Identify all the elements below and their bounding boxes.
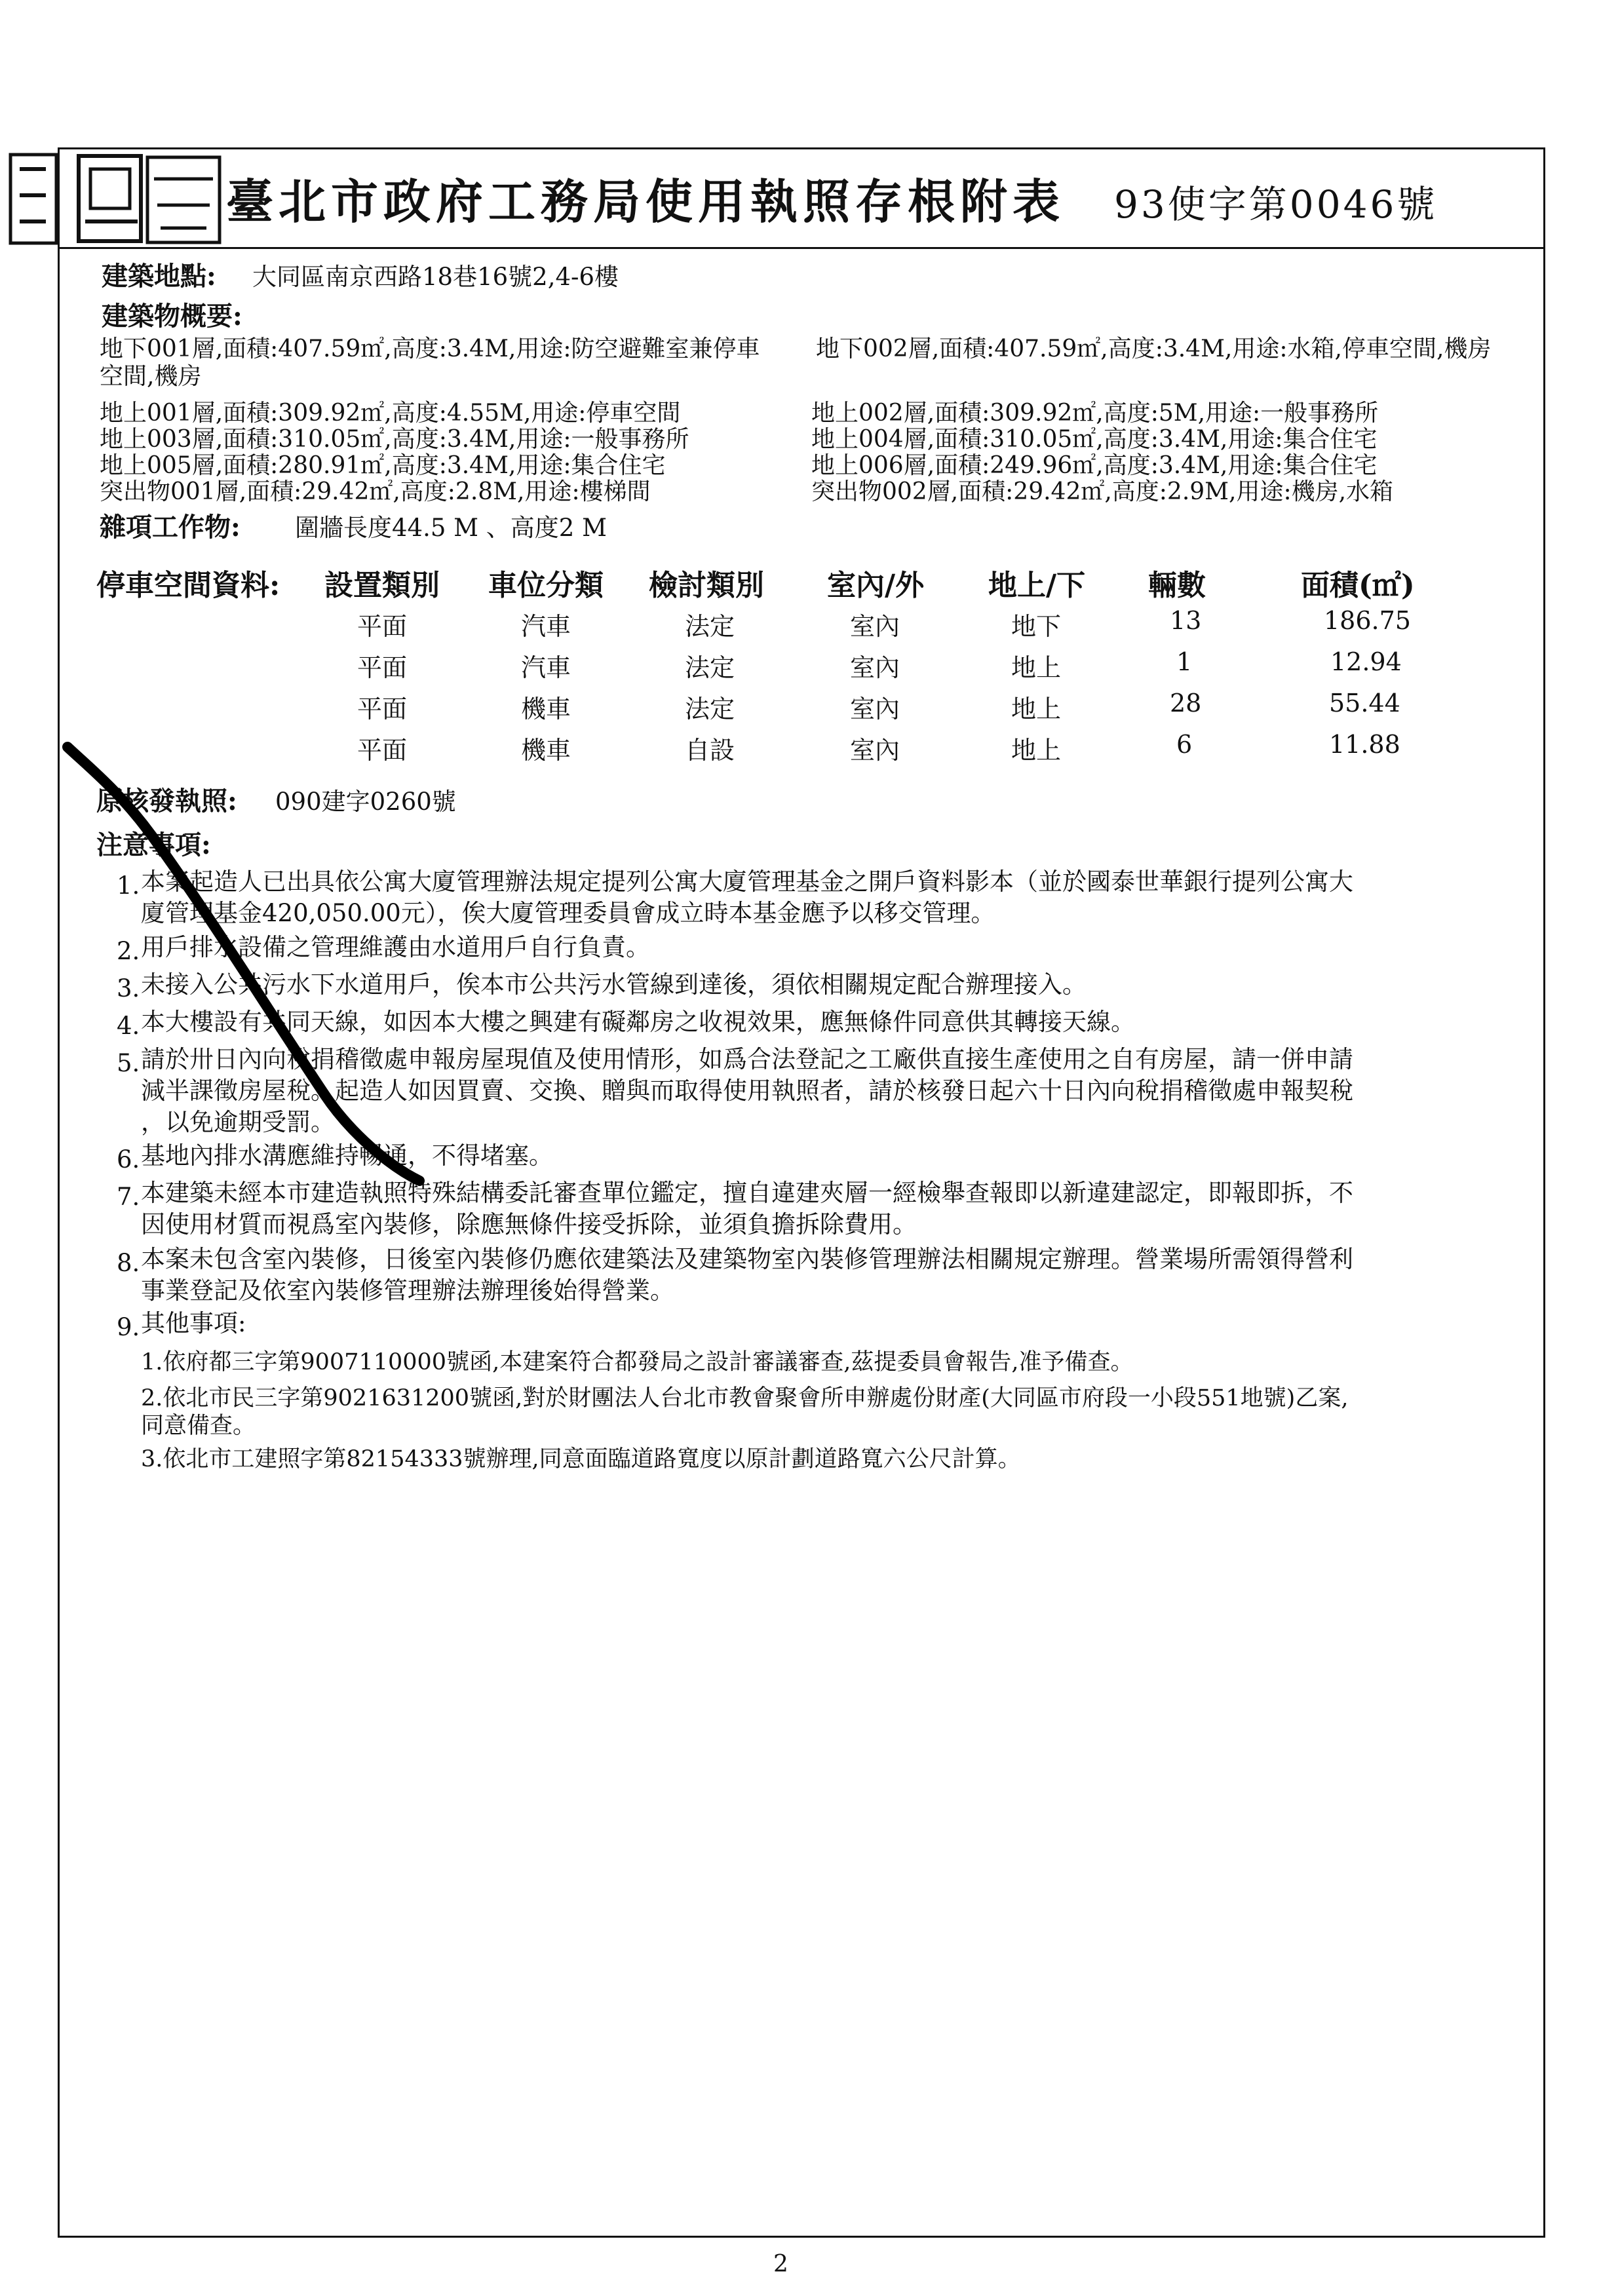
- page-title: 臺北市政府工務局使用執照存根附表: [226, 174, 1066, 229]
- parking-cell: 28: [1170, 689, 1202, 718]
- note-line: ，以免逾期受罰。: [141, 1108, 335, 1136]
- parking-cell: 地上: [1011, 736, 1062, 765]
- pen-mark: [62, 740, 429, 1186]
- note-line: 本案起造人已出具依公寓大廈管理辦法規定提列公寓大廈管理基金之開戶資料影本（並於國泰世華銀行提列公寓大: [141, 868, 1353, 896]
- notes-label: 注意事項:: [96, 830, 211, 860]
- misc-value: 圍牆長度44.5 M 、高度2 M: [295, 514, 607, 542]
- parking-header: 輛數: [1148, 569, 1206, 602]
- parking-header: 檢討類別: [649, 569, 764, 602]
- parking-cell: 汽車: [521, 612, 571, 641]
- parking-cell: 機車: [521, 695, 571, 723]
- note-line: 本大樓設有共同天線，如因本大樓之興建有礙鄰房之收視效果，應無條件同意供其轉接天線。: [141, 1008, 1135, 1036]
- other-item-line: 3.依北市工建照字第82154333號辦理,同意面臨道路寬度以原計劃道路寬六公尺計算。: [141, 1446, 1021, 1472]
- seal-stamp: [7, 149, 223, 251]
- note-number: 2.: [117, 937, 140, 965]
- parking-header: 地上/下: [988, 569, 1086, 602]
- note-line: 用戶排水設備之管理維護由水道用戶自行負責。: [141, 933, 650, 961]
- parking-cell: 法定: [685, 653, 735, 682]
- overview-label: 建築物概要:: [102, 301, 242, 332]
- note-line: 請於卅日內向稅捐稽徵處申報房屋現值及使用情形，如爲合法登記之工廠供直接生產使用之自有房屋，請一併申請: [141, 1045, 1353, 1073]
- parking-cell: 平面: [357, 612, 408, 641]
- note-number: 4.: [117, 1012, 140, 1040]
- floor-left: 突出物001層,面積:29.42㎡,高度:2.8M,用途:樓梯間: [100, 478, 651, 505]
- address-value: 大同區南京西路18巷16號2,4-6樓: [252, 263, 619, 291]
- title-divider: [58, 247, 1545, 249]
- overview-row1-left: 地下001層,面積:407.59㎡,高度:3.4M,用途:防空避難室兼停車: [100, 335, 760, 362]
- permit-number: 93使字第0046號: [1114, 182, 1438, 227]
- parking-cell: 平面: [357, 695, 408, 723]
- note-number: 5.: [117, 1049, 140, 1077]
- floor-left: 地上001層,面積:309.92㎡,高度:4.55M,用途:停車空間: [100, 400, 681, 427]
- parking-header: 車位分類: [488, 569, 604, 602]
- misc-label: 雜項工作物:: [100, 512, 241, 543]
- parking-cell: 平面: [357, 736, 408, 765]
- parking-cell: 機車: [521, 736, 571, 765]
- original-permit-label: 原核發執照:: [96, 786, 237, 816]
- parking-header: 設置類別: [324, 569, 440, 602]
- parking-cell: 法定: [685, 612, 735, 641]
- parking-cell: 186.75: [1324, 606, 1411, 635]
- floor-right: 突出物002層,面積:29.42㎡,高度:2.9M,用途:機房,水箱: [811, 478, 1394, 505]
- parking-cell: 55.44: [1329, 689, 1400, 718]
- note-number: 3.: [117, 974, 140, 1003]
- parking-cell: 地上: [1011, 695, 1062, 723]
- note-line: 其他事項:: [141, 1309, 246, 1337]
- parking-cell: 6: [1176, 730, 1193, 759]
- floor-left: 地上003層,面積:310.05㎡,高度:3.4M,用途:一般事務所: [100, 426, 689, 453]
- parking-cell: 11.88: [1329, 730, 1400, 759]
- other-item-line: 1.依府都三字第9007110000號函,本建案符合都發局之設計審議審查,茲提委員會報告,准予備查。: [141, 1349, 1134, 1375]
- note-line: 本建築未經本市建造執照特殊結構委託審查單位鑑定，擅自違建夾層一經檢舉查報即以新違建認定，即報即拆，不: [141, 1179, 1353, 1207]
- parking-cell: 室內: [850, 695, 900, 723]
- parking-cell: 地下: [1011, 612, 1062, 641]
- note-number: 6.: [117, 1145, 140, 1174]
- other-item-line: 2.依北市民三字第9021631200號函,對於財團法人台北市教會聚會所申辦處份財產(大同區市府段一小段551地號)乙案,: [141, 1385, 1349, 1411]
- page-number: 2: [773, 2251, 788, 2278]
- note-line: 減半課徵房屋稅。起造人如因買賣、交換、贈與而取得使用執照者，請於核發日起六十日內向稅捐稽徵處申報契稅: [141, 1077, 1353, 1105]
- parking-header: 室內/外: [827, 569, 925, 602]
- note-number: 8.: [117, 1249, 140, 1277]
- parking-header: 面積(㎡): [1301, 569, 1415, 602]
- parking-label: 停車空間資料:: [96, 569, 280, 602]
- parking-cell: 法定: [685, 695, 735, 723]
- other-item-line: 同意備查。: [141, 1413, 256, 1439]
- parking-cell: 13: [1170, 606, 1202, 635]
- note-number: 7.: [117, 1183, 140, 1211]
- parking-cell: 自設: [685, 736, 735, 765]
- floor-right: 地上004層,面積:310.05㎡,高度:3.4M,用途:集合住宅: [811, 426, 1378, 453]
- note-line: 事業登記及依室內裝修管理辦法辦理後始得營業。: [141, 1276, 674, 1305]
- parking-cell: 室內: [850, 653, 900, 682]
- overview-row1-right: 地下002層,面積:407.59㎡,高度:3.4M,用途:水箱,停車空間,機房: [816, 335, 1492, 362]
- note-line: 未接入公共污水下水道用戶，俟本市公共污水管線到達後，須依相關規定配合辦理接入。: [141, 970, 1087, 999]
- note-number: 1.: [117, 871, 140, 900]
- floor-right: 地上002層,面積:309.92㎡,高度:5M,用途:一般事務所: [811, 400, 1379, 427]
- floor-left: 地上005層,面積:280.91㎡,高度:3.4M,用途:集合住宅: [100, 452, 666, 479]
- parking-cell: 室內: [850, 612, 900, 641]
- parking-cell: 12.94: [1330, 647, 1402, 676]
- note-line: 廈管理基金420,050.00元），俟大廈管理委員會成立時本基金應予以移交管理。: [141, 899, 995, 927]
- floor-right: 地上006層,面積:249.96㎡,高度:3.4M,用途:集合住宅: [811, 452, 1378, 479]
- parking-cell: 地上: [1011, 653, 1062, 682]
- note-line: 基地內排水溝應維持暢通，不得堵塞。: [141, 1141, 553, 1170]
- parking-cell: 汽車: [521, 653, 571, 682]
- note-line: 本案未包含室內裝修，日後室內裝修仍應依建築法及建築物室內裝修管理辦法相關規定辦理。營業場所需領得營利: [141, 1245, 1353, 1273]
- note-number: 9.: [117, 1313, 140, 1341]
- original-permit-value: 090建字0260號: [275, 788, 456, 816]
- parking-cell: 1: [1176, 647, 1193, 676]
- parking-cell: 室內: [850, 736, 900, 765]
- parking-cell: 平面: [357, 653, 408, 682]
- address-label: 建築地點:: [102, 261, 216, 292]
- note-line: 因使用材質而視爲室內裝修，除應無條件接受拆除，並須負擔拆除費用。: [141, 1210, 917, 1238]
- overview-row1-cont: 空間,機房: [100, 363, 202, 390]
